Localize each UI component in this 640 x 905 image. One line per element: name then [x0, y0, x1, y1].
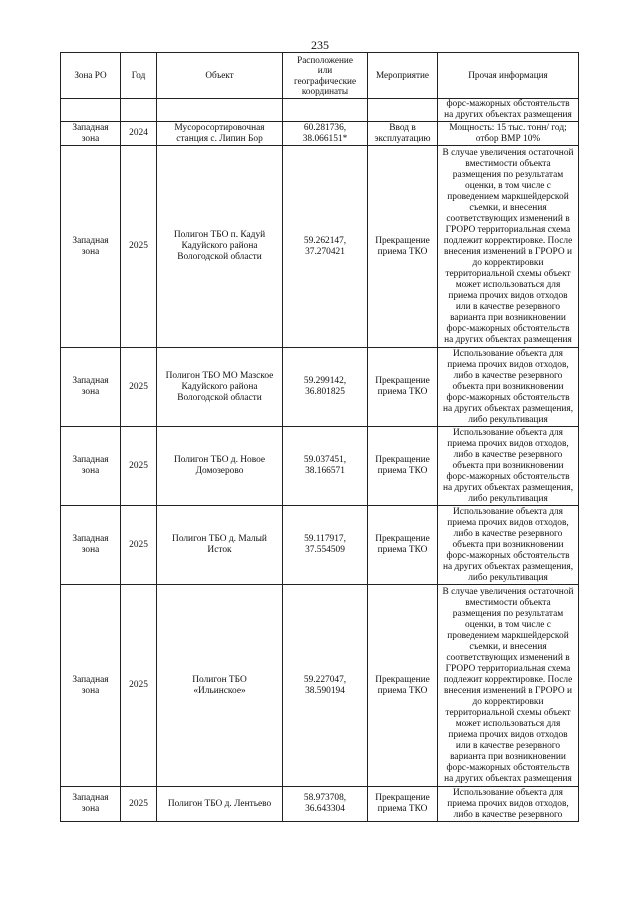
cell-year: 2025 — [121, 585, 157, 787]
cell-action: Прекращение приема ТКО — [368, 787, 438, 822]
cell-info: Использование объекта для приема прочих видов отходов, либо в качестве резервного объекта при возникновении форс-мажорных обстоятельств на других объектах размещения, либо рекультивация — [438, 348, 579, 427]
cell-coords: 58.973708, 36.643304 — [283, 787, 368, 822]
cell-coords: 59.117917, 37.554509 — [283, 506, 368, 585]
cell-object: Полигон ТБО «Ильинское» — [157, 585, 283, 787]
cell-year: 2025 — [121, 787, 157, 822]
table-row — [61, 506, 579, 585]
cell-action: Ввод в эксплуатацию — [368, 122, 438, 146]
cell-info: Использование объекта для приема прочих видов отходов, либо в качестве резервного — [438, 787, 579, 822]
table-row — [61, 122, 579, 146]
cell-zone: Западная зона — [61, 506, 121, 585]
cell-year: 2025 — [121, 348, 157, 427]
cell-info: В случае увеличения остаточной вместимости объекта размещения по результатам оценки, в том числе с проведением маркшейдерской съемки, и внесения соответствующих изменений в ГРОРО территориальная схема подлежит корректировке. После внесения изменений в ГРОРО и до корректировки территориальной схемы объект может использоваться для приема прочих видов отходов или в качестве резервного варианта при возникновении форс-мажорных обстоятельств на других объектах размещения — [438, 585, 579, 787]
cell-year: 2025 — [121, 506, 157, 585]
cell-zone: Западная зона — [61, 146, 121, 348]
header-coords: Расположение или географические координаты — [283, 53, 368, 99]
facilities-table — [60, 52, 579, 822]
cell-year — [121, 99, 157, 122]
cell-action: Прекращение приема ТКО — [368, 427, 438, 506]
cell-object: Полигон ТБО д. Малый Исток — [157, 506, 283, 585]
cell-coords: 59.299142, 36.801825 — [283, 348, 368, 427]
cell-zone: Западная зона — [61, 348, 121, 427]
table-row — [61, 99, 579, 122]
cell-info: Мощность: 15 тыс. тонн/ год; отбор ВМР 10% — [438, 122, 579, 146]
table-row — [61, 146, 579, 348]
cell-zone: Западная зона — [61, 585, 121, 787]
cell-object — [157, 99, 283, 122]
cell-coords — [283, 99, 368, 122]
cell-object: Полигон ТБО д. Новое Домозерово — [157, 427, 283, 506]
page-number: 235 — [311, 38, 329, 52]
cell-action: Прекращение приема ТКО — [368, 146, 438, 348]
cell-action: Прекращение приема ТКО — [368, 348, 438, 427]
cell-coords: 59.227047, 38.590194 — [283, 585, 368, 787]
cell-zone: Западная зона — [61, 427, 121, 506]
cell-info: В случае увеличения остаточной вместимости объекта размещения по результатам оценки, в том числе с проведением маркшейдерской съемки, и внесения соответствующих изменений в ГРОРО территориальная схема подлежит корректировке. После внесения изменений в ГРОРО и до корректировки территориальной схемы объект может использоваться для приема прочих видов отходов или в качестве резервного варианта при возникновении форс-мажорных обстоятельств на других объектах размещения — [438, 146, 579, 348]
cell-object: Полигон ТБО п. Кадуй Кадуйского района Вологодской области — [157, 146, 283, 348]
cell-coords: 59.037451, 38.166571 — [283, 427, 368, 506]
cell-year: 2025 — [121, 146, 157, 348]
cell-year: 2025 — [121, 427, 157, 506]
table-row — [61, 585, 579, 787]
cell-year: 2024 — [121, 122, 157, 146]
cell-info: форс-мажорных обстоятельств на других объектах размещения — [438, 99, 579, 122]
cell-zone — [61, 99, 121, 122]
cell-zone: Западная зона — [61, 787, 121, 822]
table-row — [61, 787, 579, 822]
cell-action: Прекращение приема ТКО — [368, 585, 438, 787]
cell-action: Прекращение приема ТКО — [368, 506, 438, 585]
cell-zone: Западная зона — [61, 122, 121, 146]
cell-object: Полигон ТБО МО Мазское Кадуйского района Вологодской области — [157, 348, 283, 427]
cell-info: Использование объекта для приема прочих видов отходов, либо в качестве резервного объекта при возникновении форс-мажорных обстоятельств на других объектах размещения, либо рекультивация — [438, 506, 579, 585]
cell-info: Использование объекта для приема прочих видов отходов, либо в качестве резервного объекта при возникновении форс-мажорных обстоятельств на других объектах размещения, либо рекультивация — [438, 427, 579, 506]
cell-object: Мусоросортировочная станция с. Липин Бор — [157, 122, 283, 146]
table-row — [61, 427, 579, 506]
header-row — [61, 53, 579, 99]
table-row — [61, 348, 579, 427]
header-year: Год — [121, 53, 157, 99]
cell-coords: 59.262147, 37.270421 — [283, 146, 368, 348]
cell-coords: 60.281736, 38.066151* — [283, 122, 368, 146]
header-action: Мероприятие — [368, 53, 438, 99]
cell-object: Полигон ТБО д. Лентьево — [157, 787, 283, 822]
header-info: Прочая информация — [438, 53, 579, 99]
header-object: Объект — [157, 53, 283, 99]
cell-action — [368, 99, 438, 122]
header-zone: Зона РО — [61, 53, 121, 99]
